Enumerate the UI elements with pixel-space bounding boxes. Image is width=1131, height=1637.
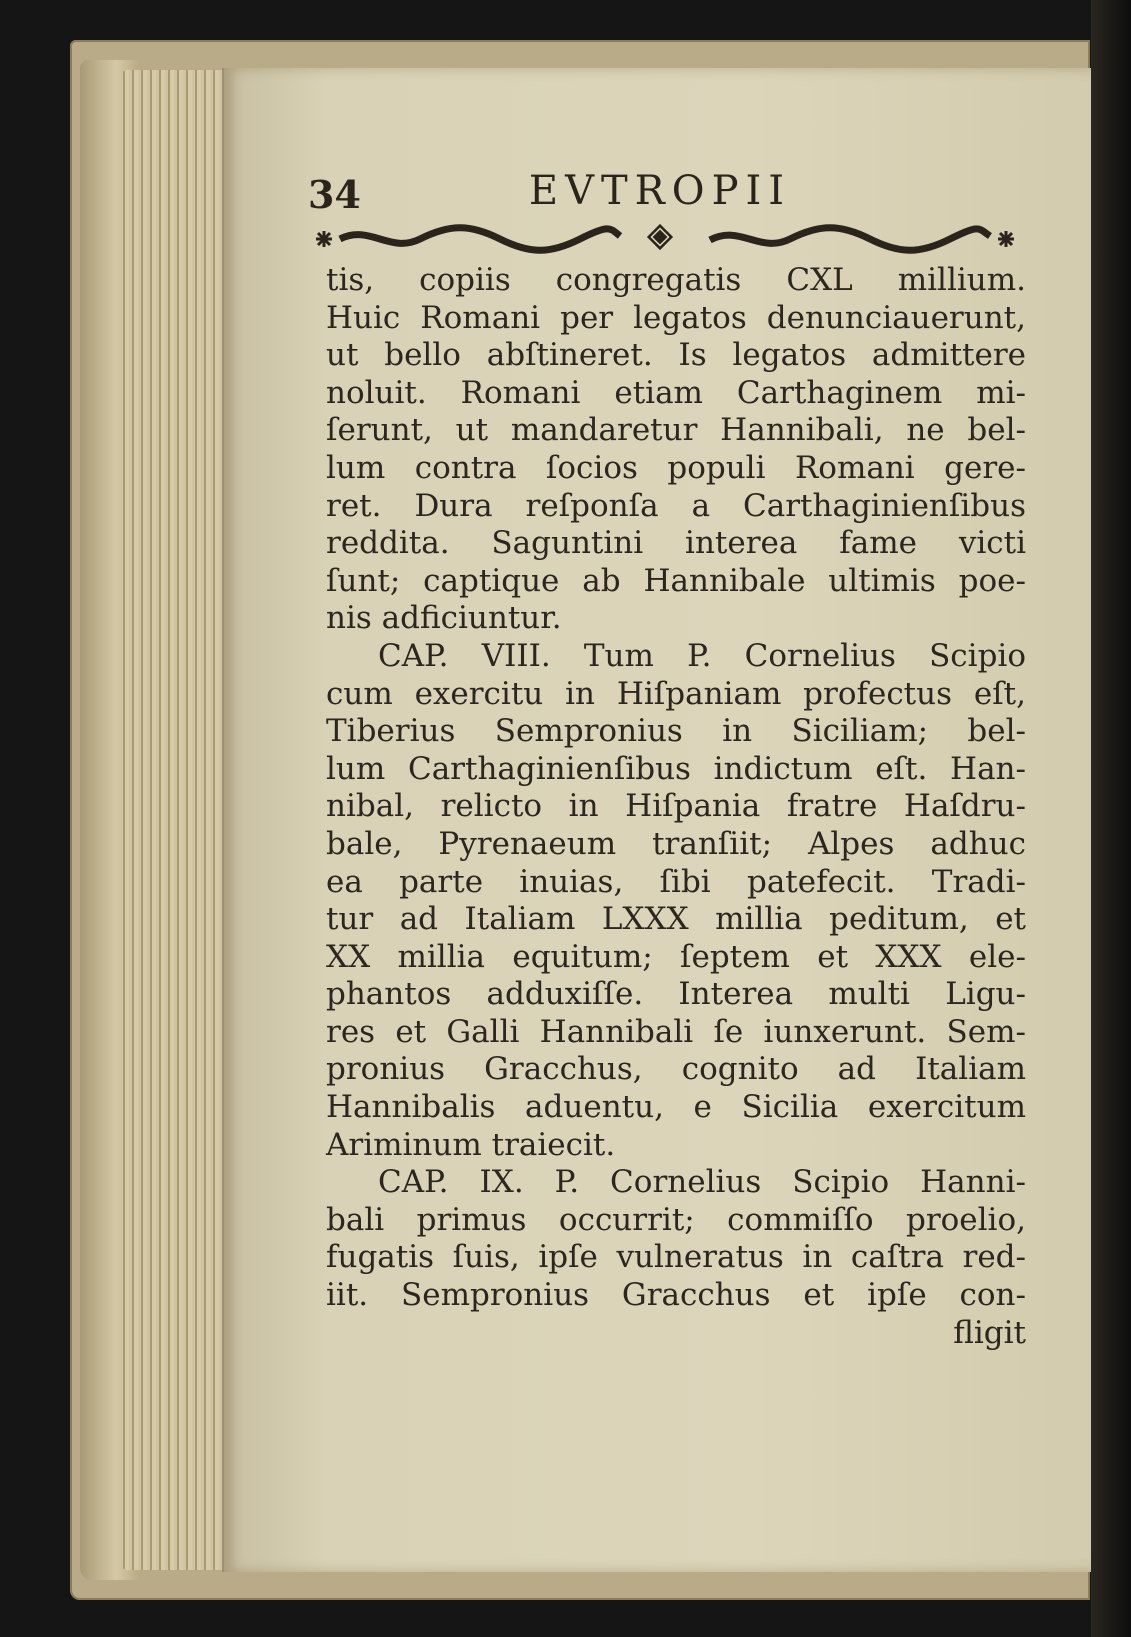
text-line: noluit. Romani etiam Carthaginem mi- bbox=[326, 374, 1026, 411]
running-head bbox=[300, 168, 1020, 218]
chapter-heading-line: CAP. IX. P. Cornelius Scipio Hanni- bbox=[378, 1164, 1026, 1201]
running-title: EVTROPII bbox=[528, 168, 792, 214]
text-line: ſerunt, ut mandaretur Hannibali, ne bel- bbox=[326, 412, 1026, 449]
text-line: phantos adduxiſſe. Interea multi Ligu- bbox=[326, 976, 1026, 1013]
text-line: XX millia equitum; ſeptem et XXX ele- bbox=[326, 938, 1026, 975]
text-line: Tiberius Sempronius in Siciliam; bel- bbox=[326, 713, 1026, 750]
fleuron-band-icon bbox=[310, 222, 1020, 256]
text-line: bale, Pyrenaeum tranſiit; Alpes adhuc bbox=[326, 825, 1026, 862]
text-line: ret. Dura reſponſa a Carthaginienſibus bbox=[326, 487, 1026, 524]
text-line: lum contra ſocios populi Romani gere- bbox=[326, 449, 1026, 486]
body-text bbox=[326, 262, 1026, 1352]
text-line: reddita. Saguntini interea fame victi bbox=[326, 525, 1026, 562]
text-line: iit. Sempronius Gracchus et ipſe con- bbox=[326, 1277, 1026, 1314]
page-edges bbox=[120, 70, 230, 1570]
text-line: Hannibalis aduentu, e Sicilia exercitum bbox=[326, 1089, 1026, 1126]
text-line: ea parte inuias, ſibi patefecit. Tradi- bbox=[326, 863, 1026, 900]
text-line: cum exercitu in Hiſpaniam profectus eſt, bbox=[326, 675, 1026, 712]
page-number: 34 bbox=[308, 172, 361, 217]
text-line: fugatis ſuis, ipſe vulneratus in caſtra red- bbox=[326, 1239, 1026, 1276]
text-line: pronius Gracchus, cognito ad Italiam bbox=[326, 1051, 1026, 1088]
gutter-shadow bbox=[1091, 0, 1131, 1637]
text-line: Huic Romani per legatos denunciauerunt, bbox=[326, 299, 1026, 336]
text-line: res et Galli Hannibali ſe iunxerunt. Sem- bbox=[326, 1013, 1026, 1050]
text-line: lum Carthaginienſibus indictum eſt. Han- bbox=[326, 750, 1026, 787]
text-line: bali primus occurrit; commiſſo proelio, bbox=[326, 1201, 1026, 1238]
chapter-heading-line: CAP. VIII. Tum P. Cornelius Scipio bbox=[378, 637, 1026, 674]
text-line: nibal, relicto in Hiſpania fratre Haſdru- bbox=[326, 788, 1026, 825]
text-line: ut bello abſtineret. Is legatos admittere bbox=[326, 337, 1026, 374]
text-line: Ariminum traiecit. bbox=[326, 1126, 616, 1163]
text-line: tis, copiis congregatis CXL millium. bbox=[326, 262, 1026, 298]
catchword: fligit bbox=[953, 1314, 1026, 1351]
text-line: tur ad Italiam LXXX millia peditum, et bbox=[326, 901, 1026, 938]
text-line: ſunt; captique ab Hannibale ultimis poe- bbox=[326, 562, 1026, 599]
text-line: nis adficiuntur. bbox=[326, 600, 562, 637]
